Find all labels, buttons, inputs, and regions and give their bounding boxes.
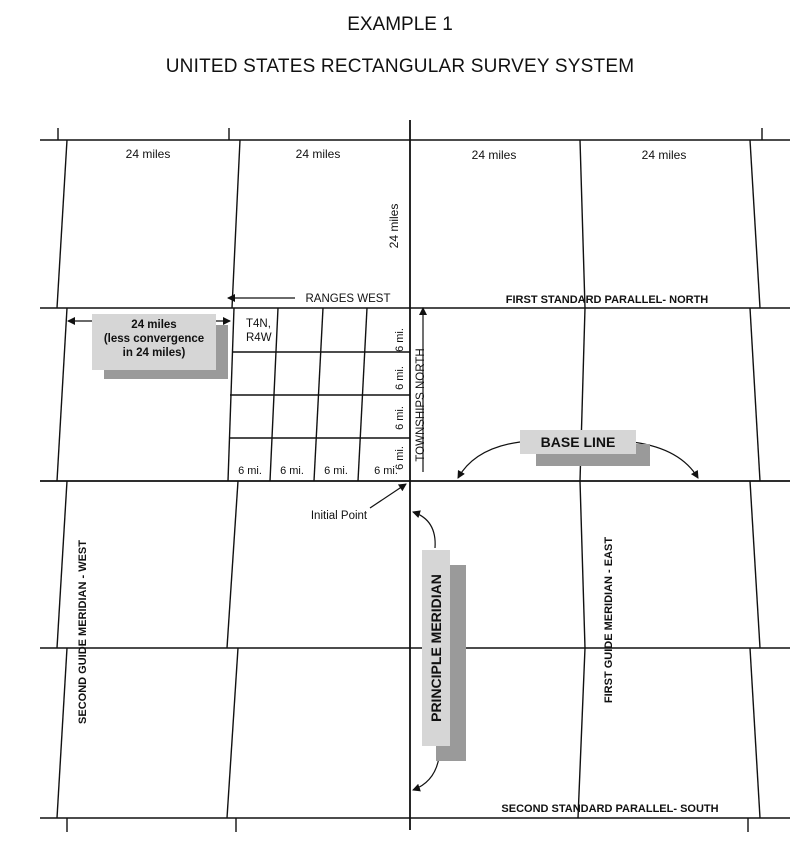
six-mile-label: 6 mi.: [394, 406, 406, 430]
second-guide-meridian-label: SECOND GUIDE MERIDIAN - WEST: [77, 540, 89, 724]
six-mile-label: 6 mi.: [238, 465, 262, 477]
convergence-label: in 24 miles): [122, 347, 186, 359]
six-mile-label: 6 mi.: [280, 465, 304, 477]
first-standard-parallel-label: FIRST STANDARD PARALLEL- NORTH: [505, 294, 709, 306]
township-label: R4W: [246, 332, 272, 344]
page-title: EXAMPLE 1: [347, 14, 453, 35]
second-standard-parallel-label: SECOND STANDARD PARALLEL- SOUTH: [501, 803, 719, 815]
page-subtitle: UNITED STATES RECTANGULAR SURVEY SYSTEM: [165, 56, 635, 77]
miles-label: 24 miles: [125, 147, 171, 161]
six-mile-label: 6 mi.: [374, 465, 398, 477]
base-line-label: BASE LINE: [540, 434, 616, 450]
meridian-arrow-bottom: [413, 745, 440, 790]
first-guide-meridian-label: FIRST GUIDE MERIDIAN - EAST: [603, 536, 615, 704]
principle-meridian-label: PRINCIPLE MERIDIAN: [428, 574, 444, 722]
initial-point-label: Initial Point: [310, 510, 368, 522]
initial-point-arrow: [370, 484, 406, 508]
six-mile-label: 6 mi.: [324, 465, 348, 477]
ranges-west-label: RANGES WEST: [305, 293, 391, 305]
six-mile-label: 6 mi.: [394, 446, 406, 470]
miles-vertical-label: 24 miles: [387, 203, 401, 249]
grid-lines: [40, 120, 790, 832]
township-label: T4N,: [246, 318, 271, 330]
townships-north-label: TOWNSHIPS NORTH: [415, 348, 427, 462]
six-mile-label: 6 mi.: [394, 328, 406, 352]
base-line-arrow-left: [458, 442, 520, 478]
meridian-arrow-top: [413, 512, 435, 548]
miles-label: 24 miles: [641, 148, 687, 162]
convergence-label: 24 miles: [131, 319, 177, 331]
miles-label: 24 miles: [471, 148, 517, 162]
convergence-label: (less convergence: [103, 333, 205, 345]
six-mile-label: 6 mi.: [394, 366, 406, 390]
miles-label: 24 miles: [295, 147, 341, 161]
